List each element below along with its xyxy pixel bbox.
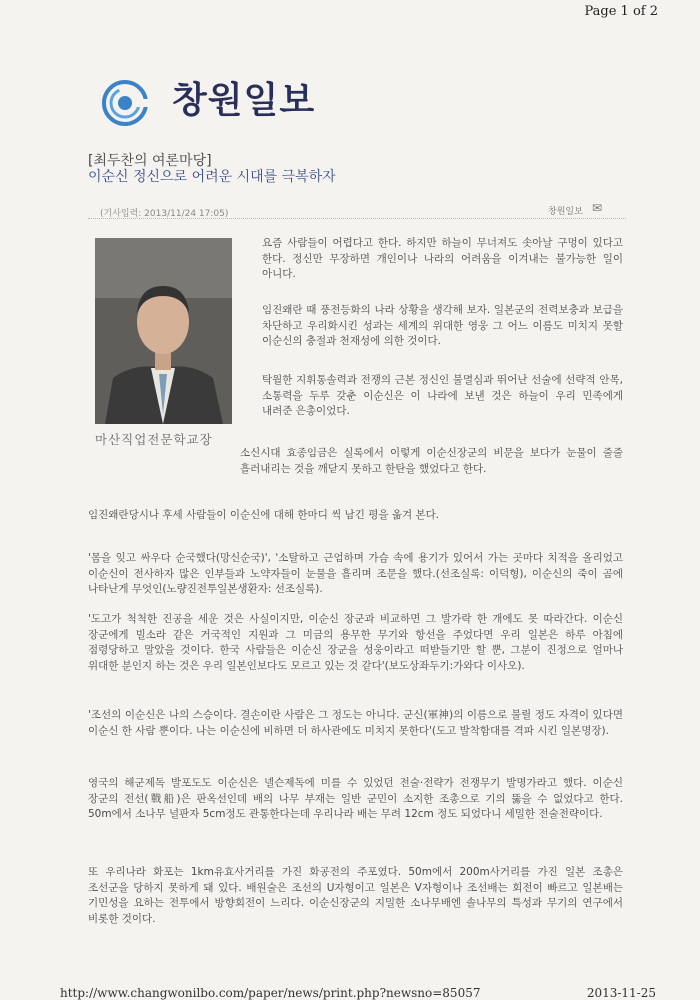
paragraph: 임진왜란 때 풍전등화의 나라 상황을 생각해 보자. 일본군의 전력보충과 보급을 차단하고 우리화시킨 성과는 세계의 위대한 영웅 그 어느 이름도 미치지 못할 이순신의 충절과 천재성에 의한 것이다.: [262, 304, 623, 347]
footer-date: 2013-11-25: [586, 986, 656, 1000]
paragraph: 요즘 사람들이 어렵다고 한다. 하지만 하늘이 무너져도 솟아날 구멍이 있다고 한다. 정신만 무장하면 개인이나 나라의 어려움을 이겨내는 불가능한 일이 아니다.: [262, 237, 623, 280]
masthead-name: 창원일보: [172, 80, 316, 121]
c-swirl-logo-icon: [102, 80, 148, 126]
email-icon[interactable]: ✉: [592, 201, 603, 215]
paragraph: 또 우리나라 화포는 1km유효사거리를 가진 화공전의 주포였다. 50m에서 200m사거리를 가진 일본 조총은 조선군을 당하지 못하게 돼 있다. 배원술은 조선의 U자형이고 일본은 V자형이나 조선배는 회전이 빠르고 일본배는 기민성을 요하는 전투에서 방향회전이 느리다. 이순신장군의 지밀한 소나무배엔 솔나무의 특성과 무기의 연구에서 비롯한 것이다.: [88, 866, 623, 925]
article-byline: 창원일보: [548, 207, 583, 217]
paragraph: 탁월한 지휘통솔력과 전쟁의 근본 정신인 불멸심과 뛰어난 선술에 선략적 안목, 소통력을 두루 갖춘 이순신은 이 나라에 보낸 것은 하늘이 우리 민족에게 내려준 은총이었다.: [262, 374, 623, 417]
column-section: [최두찬의 여론마당]: [88, 153, 212, 169]
footer-url[interactable]: http://www.changwonilbo.com/paper/news/print.php?newsno=85057: [60, 986, 481, 1000]
paragraph: 소신시대 효종임금은 실록에서 이렇게 이순신장군의 비문을 보다가 눈물이 줄줄 흘러내리는 것을 깨닫지 못하고 한탄을 했었다고 한다.: [240, 447, 623, 475]
paragraph: '몸을 잊고 싸우다 순국했다(망신순국)', '소탈하고 근엄하며 가슴 속에 용기가 있어서 가는 곳마다 치적을 올리었고 이순신이 전사하자 많은 인부들과 노약자들이 눈물을 흘리며 조문을 했다.(선조실록: 이덕형), 이순신의 죽이 곰에 나타난게 무엇인(노량진전투일본생환자: 선조실록).: [88, 552, 623, 595]
page-number: Page 1 of 2: [584, 4, 658, 19]
author-photo: [95, 238, 232, 424]
photo-caption: 마산직업전문학교장: [95, 432, 213, 447]
article-title: 이순신 정신으로 어려운 시대를 극복하자: [88, 169, 336, 185]
article-dateline: (기사입력: 2013/11/24 17:05): [100, 209, 229, 219]
paragraph: 영국의 해군제독 발포도도 이순신은 넬슨제독에 미를 수 있었던 전술·전략가 전쟁무기 발명가라고 했다. 이순신 장군의 전선(戰船)은 판옥선인데 배의 나무 부재는 일반 군민이 소지한 조총으로 기의 뚫을 수 없었다고 한다. 50m에서 소나무 널판자 5cm정도 관통한다는데 우리나라 배는 무려 12cm 정도 되었다니 세밀한 전술전략이다.: [88, 777, 623, 820]
paragraph: 임진왜란당시나 후세 사람들이 이순신에 대해 한마디 씩 남긴 평을 옮겨 본다.: [88, 509, 440, 521]
paragraph: '도고가 척척한 진공을 세운 것은 사실이지만, 이순신 장군과 비교하면 그 발가락 한 개에도 못 따라간다. 이순신 장군에게 빌소라 같은 거국적인 지원과 그 미금의 용무한 무기와 항선을 주었다면 우리 일본은 하루 아침에 점령당하고 말았을 것이다. 한국 사람들은 이순신 장군을 성웅이라고 떠받들기만 할 뿐, 그분이 진정으로 얼마나 위대한 분인지 하는 것은 우리 일본인보다도 모르고 있는 것 같다'(보도상좌두기:가와다 이사오).: [88, 613, 623, 672]
divider: [88, 218, 626, 219]
paragraph: '조선의 이순신은 나의 스승이다. 결손이란 사람은 그 정도는 아니다. 군신(軍神)의 이름으로 불릴 정도 자격이 있다면 이순신 한 사람 뿐이다. 나는 이순신에 비하면 더 하사관에도 미치지 못한다'(도고 발착함대를 격파 시킨 일본명장).: [88, 709, 623, 737]
